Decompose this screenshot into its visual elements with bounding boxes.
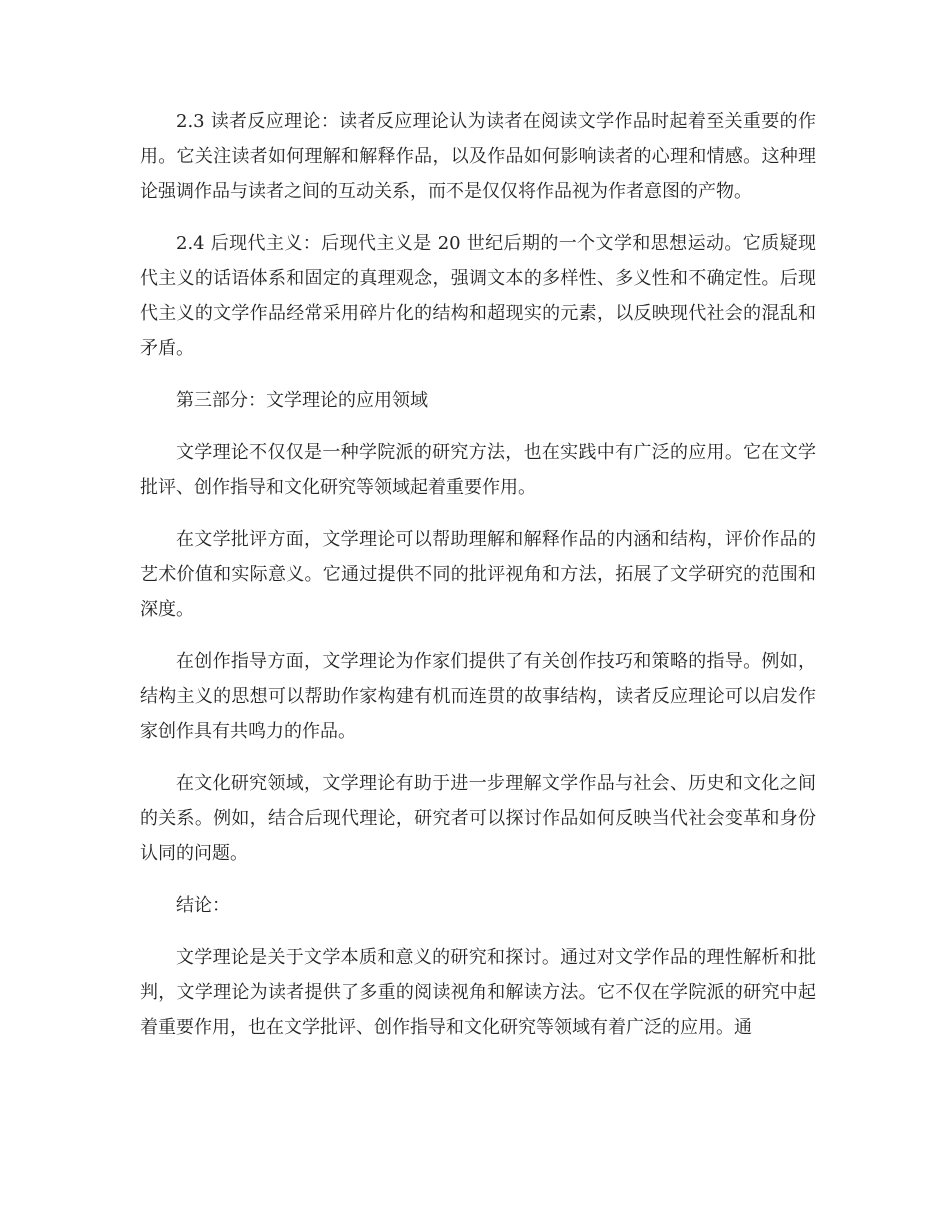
paragraph-literary-criticism: 在文学批评方面，文学理论可以帮助理解和解释作品的内涵和结构，评价作品的艺术价值和实际意义。它通过提供不同的批评视角和方法，拓展了文学研究的范围和深度。	[140, 529, 816, 620]
paragraph-conclusion: 文学理论是关于文学本质和意义的研究和探讨。通过对文学作品的理性解析和批判，文学理论为读者提供了多重的阅读视角和解读方法。它不仅在学院派的研究中起着重要作用，也在文学批评、创作指导和文化研究等领域有着广泛的应用。通	[140, 947, 816, 1038]
paragraph-postmodernism: 2.4 后现代主义：后现代主义是 20 世纪后期的一个文学和思想运动。它质疑现代主义的话语体系和固定的真理观念，强调文本的多样性、多义性和不确定性。后现代主义的文学作品经常采用碎片化的结构和超现实的元素，以反映现代社会的混乱和矛盾。	[140, 233, 816, 359]
paragraph-creative-guidance: 在创作指导方面，文学理论为作家们提供了有关创作技巧和策略的指导。例如，结构主义的思想可以帮助作家构建有机而连贯的故事结构，读者反应理论可以启发作家创作具有共鸣力的作品。	[140, 651, 816, 742]
document-page	[140, 104, 816, 1062]
paragraph-reader-response-theory: 2.3 读者反应理论：读者反应理论认为读者在阅读文学作品时起着至关重要的作用。它关注读者如何理解和解释作品，以及作品如何影响读者的心理和情感。这种理论强调作品与读者之间的互动关系，而不是仅仅将作品视为作者意图的产物。	[140, 111, 816, 202]
paragraph-cultural-studies: 在文化研究领域，文学理论有助于进一步理解文学作品与社会、历史和文化之间的关系。例如，结合后现代理论，研究者可以探讨作品如何反映当代社会变革和身份认同的问题。	[140, 773, 816, 864]
section-heading-part-three: 第三部分：文学理论的应用领域	[176, 390, 428, 411]
section-heading-conclusion: 结论：	[176, 895, 230, 916]
paragraph-application-intro: 文学理论不仅仅是一种学院派的研究方法，也在实践中有广泛的应用。它在文学批评、创作指导和文化研究等领域起着重要作用。	[140, 442, 816, 498]
